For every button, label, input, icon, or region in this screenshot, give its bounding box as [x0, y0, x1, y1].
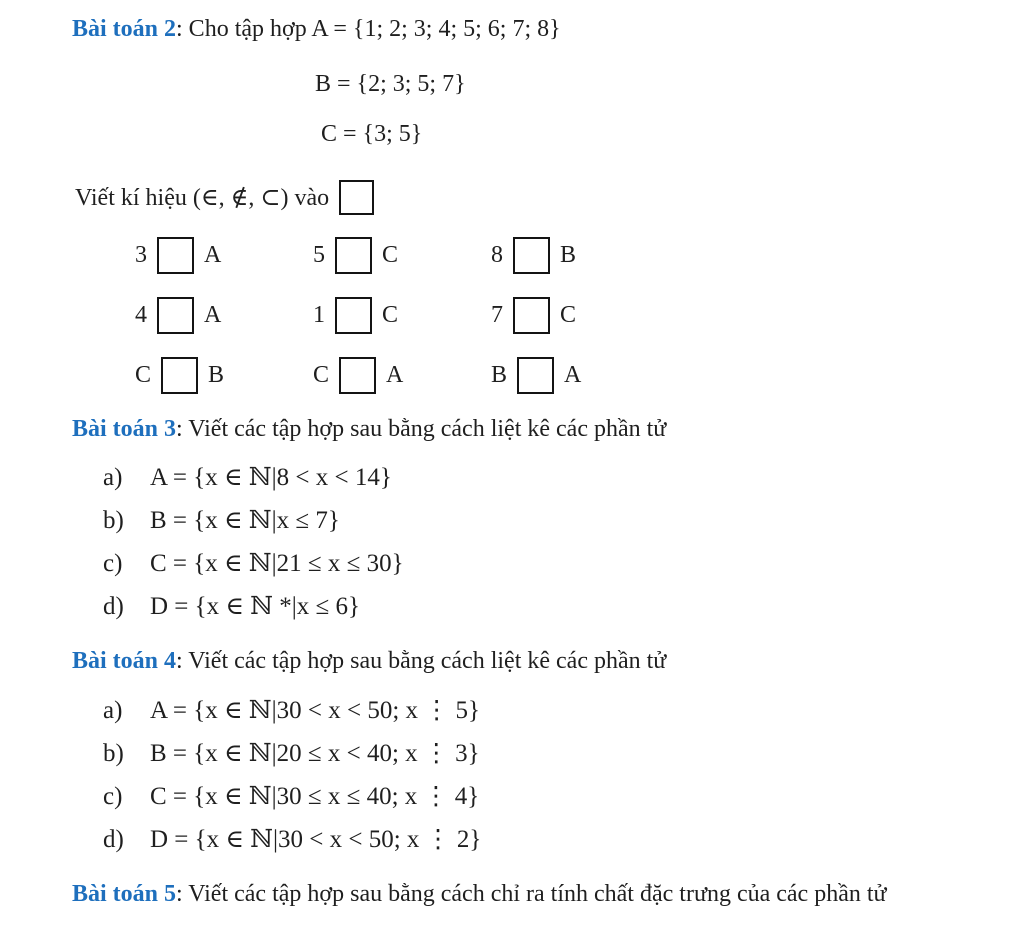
item-marker: c) [103, 550, 123, 577]
set-formula: C = {x ∈ ℕ|21 ≤ x ≤ 30} [150, 550, 404, 577]
list-item [103, 585, 404, 628]
fill-right-label: A [386, 361, 404, 388]
set-formula: C = {x ∈ ℕ|30 ≤ x ≤ 40; x ⋮ 4} [150, 783, 480, 810]
item-marker: b) [103, 740, 124, 767]
set-formula: B = {x ∈ ℕ|x ≤ 7} [150, 507, 340, 534]
fill-right-label: B [208, 361, 225, 388]
fill-in-grid [135, 236, 669, 416]
item-marker: d) [103, 593, 124, 620]
fill-in-item [313, 296, 491, 334]
list-item [103, 542, 404, 585]
problem2-label: Bài toán 2 [72, 16, 177, 42]
fill-in-item [491, 296, 669, 334]
set-formula: D = {x ∈ ℕ|30 < x < 50; x ⋮ 2} [150, 826, 482, 853]
item-marker: b) [103, 507, 124, 534]
fill-left-label: 1 [313, 301, 325, 328]
fill-right-label: C [382, 241, 399, 268]
fill-right-label: A [564, 361, 582, 388]
set-formula: A = {x ∈ ℕ|8 < x < 14} [150, 464, 392, 491]
list-item [103, 499, 404, 542]
problem4-items [103, 689, 481, 861]
fill-left-label: 8 [491, 241, 503, 268]
problem2-intro: : Cho tập hợp A = {1; 2; 3; 4; 5; 6; 7; 8} [176, 16, 561, 42]
problem5-title: : Viết các tập hợp sau bằng cách chỉ ra tính chất đặc trưng của các phần tử [176, 881, 887, 907]
item-marker: c) [103, 783, 123, 810]
problem2-heading [72, 16, 561, 43]
fill-in-item [135, 236, 313, 274]
problem4-title: : Viết các tập hợp sau bằng cách liệt kê các phần tử [176, 648, 667, 674]
set-b-definition: B = {2; 3; 5; 7} [315, 71, 466, 97]
list-item [103, 775, 481, 818]
answer-box [161, 357, 198, 394]
problem5-label: Bài toán 5 [72, 881, 177, 907]
fill-left-label: 3 [135, 241, 147, 268]
fill-in-item [135, 296, 313, 334]
fill-in-item [135, 356, 313, 394]
fill-left-label: 4 [135, 301, 147, 328]
answer-box [513, 237, 550, 274]
answer-box [157, 237, 194, 274]
fill-right-label: A [204, 301, 222, 328]
item-marker: d) [103, 826, 124, 853]
fill-right-label: C [560, 301, 577, 328]
fill-left-label: 5 [313, 241, 325, 268]
item-marker: a) [103, 697, 123, 724]
problem3-heading [72, 416, 666, 443]
list-item [103, 818, 481, 861]
answer-box [339, 180, 374, 215]
item-marker: a) [103, 464, 123, 491]
fill-right-label: A [204, 241, 222, 268]
fill-right-label: C [382, 301, 399, 328]
answer-box [513, 297, 550, 334]
answer-box [335, 297, 372, 334]
answer-box [517, 357, 554, 394]
set-formula: D = {x ∈ ℕ *|x ≤ 6} [150, 593, 360, 620]
set-formula: A = {x ∈ ℕ|30 < x < 50; x ⋮ 5} [150, 697, 481, 724]
problem3-title: : Viết các tập hợp sau bằng cách liệt kê các phần tử [176, 416, 667, 442]
fill-in-item [491, 356, 669, 394]
fill-in-item [313, 356, 491, 394]
answer-box [335, 237, 372, 274]
set-c-definition: C = {3; 5} [321, 121, 423, 147]
list-item [103, 732, 481, 775]
problem3-label: Bài toán 3 [72, 416, 177, 442]
fill-left-label: 7 [491, 301, 503, 328]
set-formula: B = {x ∈ ℕ|20 ≤ x < 40; x ⋮ 3} [150, 740, 480, 767]
fill-left-label: C [135, 361, 152, 388]
fill-left-label: B [491, 361, 508, 388]
answer-box [157, 297, 194, 334]
list-item [103, 456, 404, 499]
problem4-heading [72, 648, 666, 675]
problem5-heading [72, 881, 887, 908]
instruction-line [75, 180, 374, 215]
instruction-text: Viết kí hiệu (∈, ∉, ⊂) vào [75, 185, 330, 211]
answer-box [339, 357, 376, 394]
list-item [103, 689, 481, 732]
fill-in-item [313, 236, 491, 274]
problem4-label: Bài toán 4 [72, 648, 177, 674]
problem3-items [103, 456, 404, 628]
fill-right-label: B [560, 241, 577, 268]
fill-in-item [491, 236, 669, 274]
fill-left-label: C [313, 361, 330, 388]
